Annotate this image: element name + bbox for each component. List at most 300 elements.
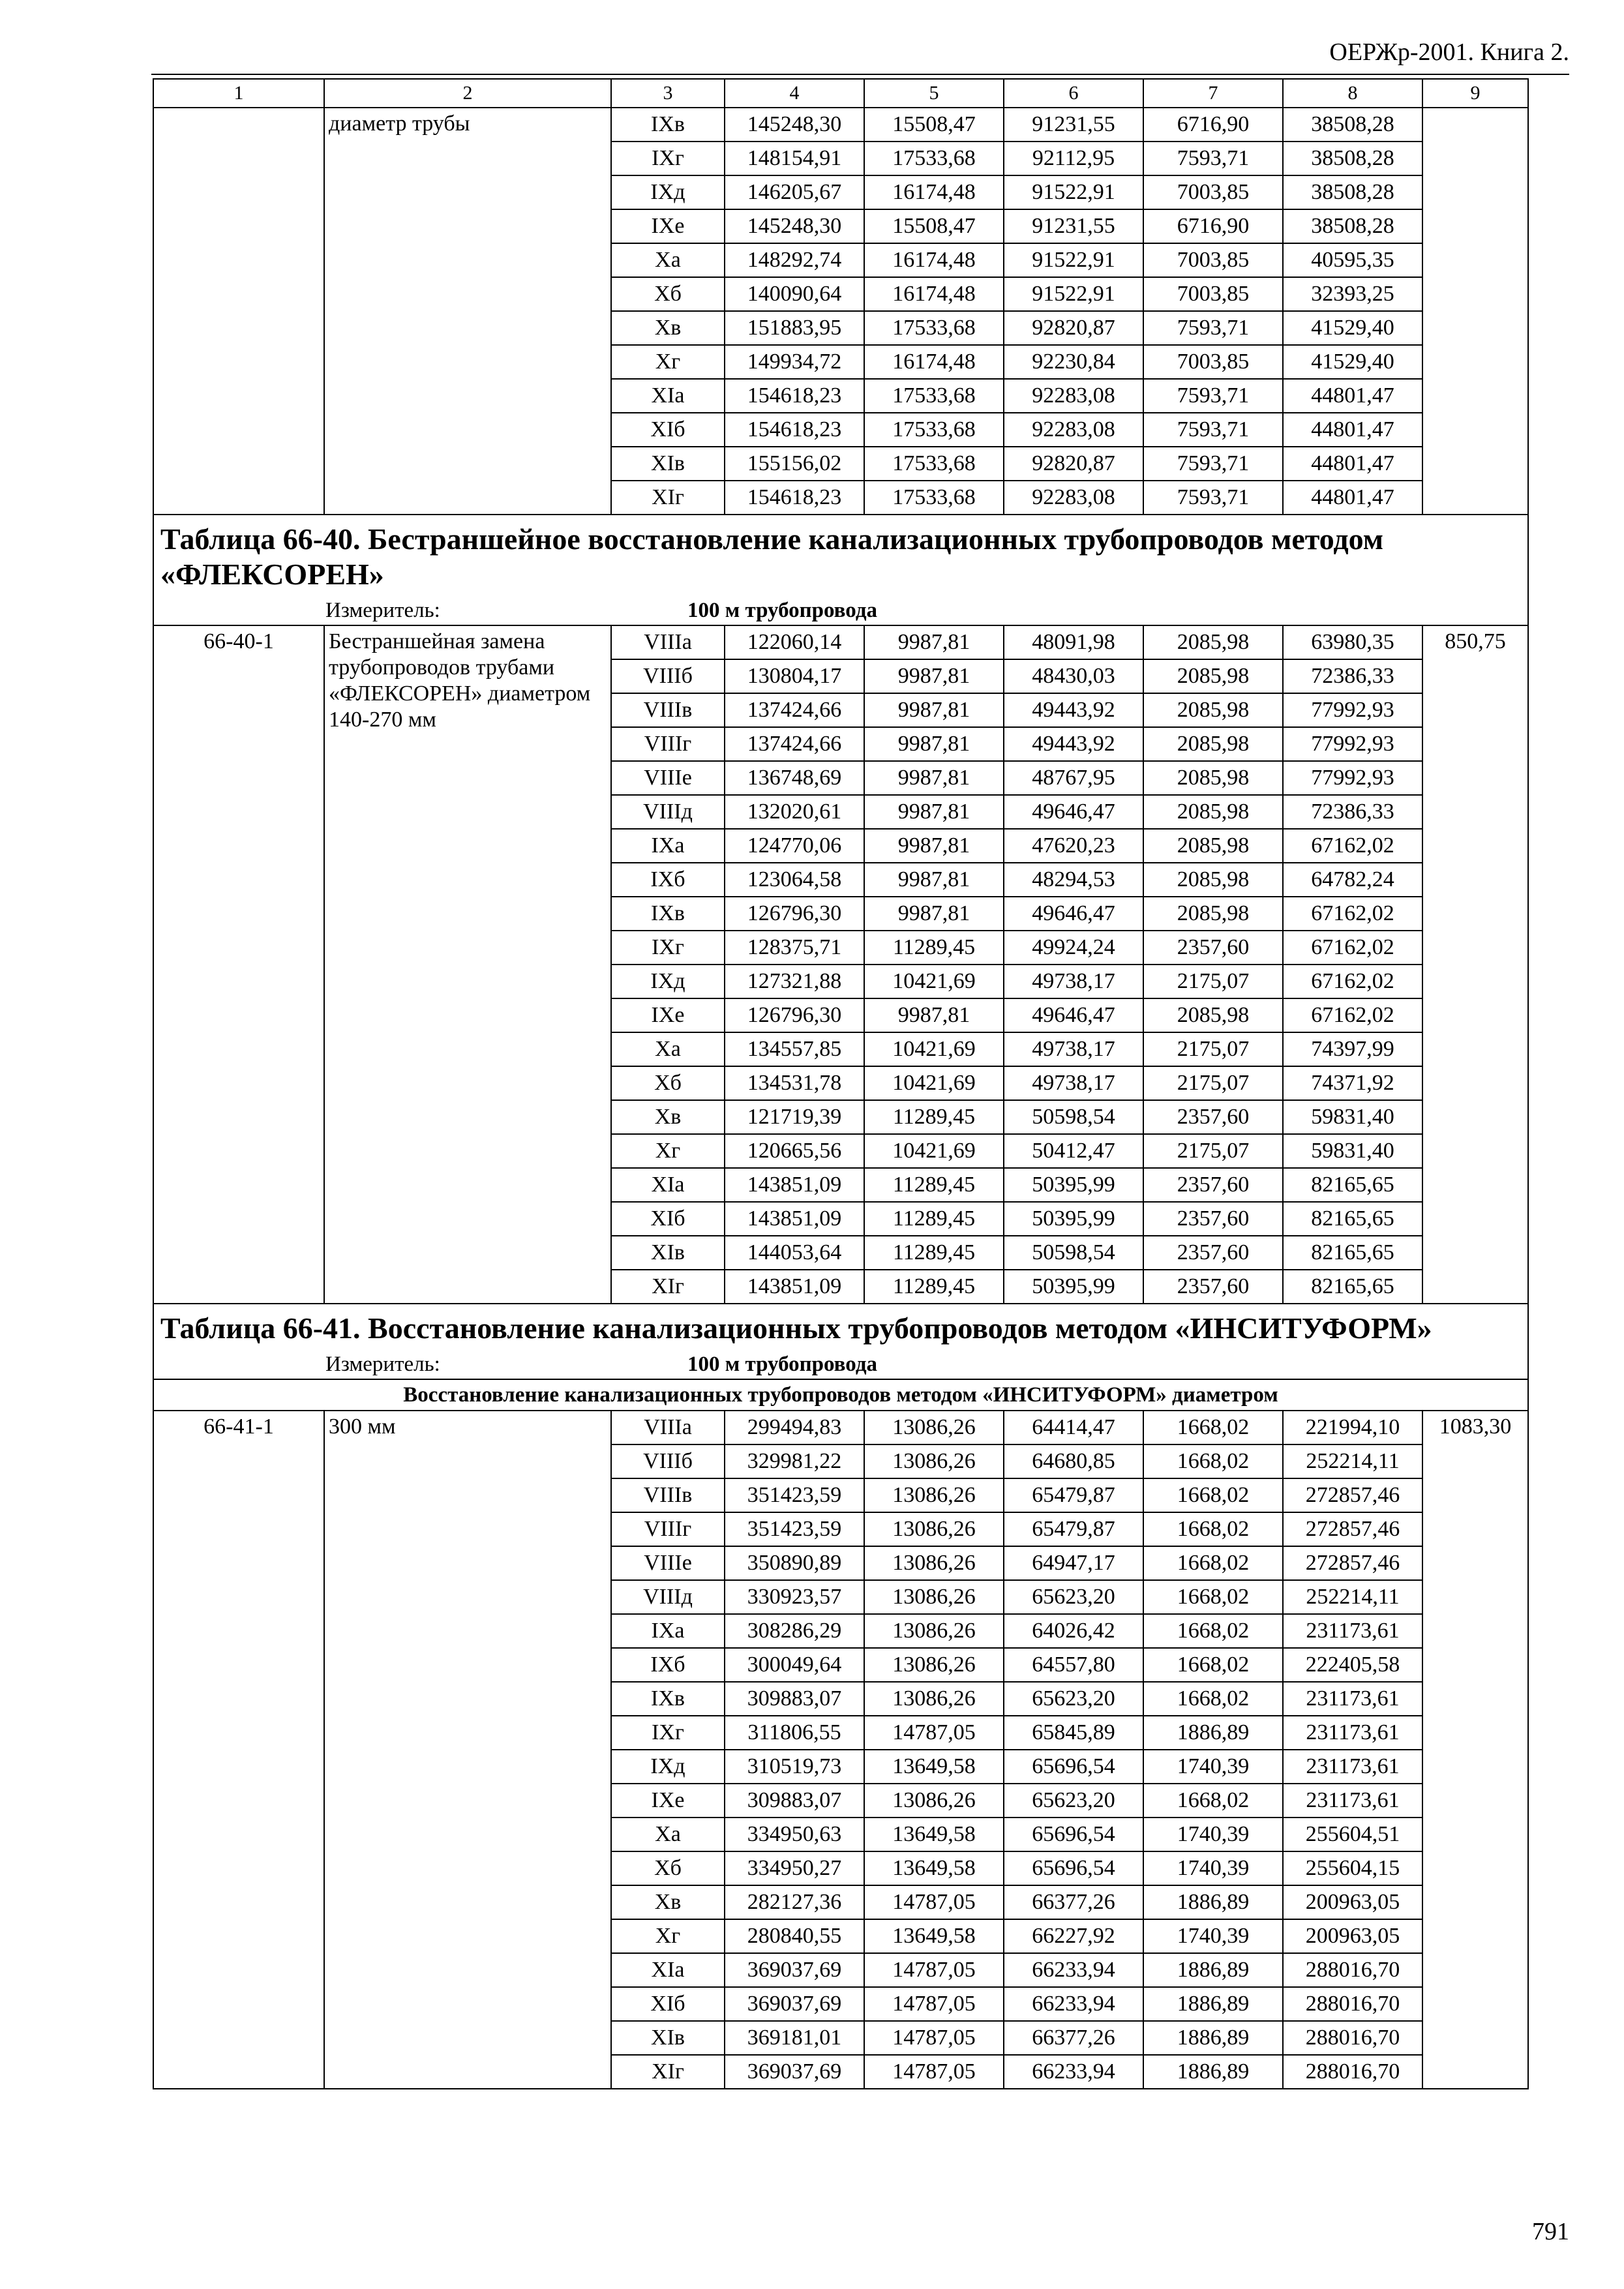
value-cell: 136748,69 — [725, 761, 864, 795]
zone-cell: Xа — [611, 1032, 725, 1066]
value-cell: 63980,35 — [1283, 625, 1422, 659]
value-cell: 14787,05 — [864, 1716, 1004, 1750]
value-cell: 13086,26 — [864, 1478, 1004, 1512]
zone-cell: VIIIа — [611, 625, 725, 659]
value-cell: 44801,47 — [1283, 447, 1422, 481]
zone-cell: IXд — [611, 1750, 725, 1784]
zone-cell: VIIIд — [611, 1580, 725, 1614]
table-row — [153, 108, 1528, 142]
value-cell: 146205,67 — [725, 175, 864, 209]
rate-description: диаметр трубы — [324, 108, 611, 515]
value-cell: 369181,01 — [725, 2021, 864, 2055]
value-cell: 17533,68 — [864, 447, 1004, 481]
value-cell: 124770,06 — [725, 829, 864, 863]
value-cell: 77992,93 — [1283, 727, 1422, 761]
zone-cell: IXв — [611, 1682, 725, 1716]
value-cell: 14787,05 — [864, 2021, 1004, 2055]
zone-cell: Xб — [611, 277, 725, 311]
measure-indent — [154, 1351, 325, 1377]
zone-cell: IXд — [611, 965, 725, 998]
zone-cell: VIIIд — [611, 795, 725, 829]
rate-code: 66-40-1 — [153, 625, 324, 1304]
running-header: ОЕРЖр-2001. Книга 2. — [1329, 38, 1569, 66]
value-cell: 1668,02 — [1143, 1580, 1283, 1614]
value-cell: 10421,69 — [864, 1134, 1004, 1168]
value-cell: 13649,58 — [864, 1818, 1004, 1851]
value-cell: 288016,70 — [1283, 2055, 1422, 2089]
measure-line — [154, 597, 1527, 623]
value-cell: 48767,95 — [1004, 761, 1143, 795]
table-title: Таблица 66-41. Восстановление канализационных трубопроводов методом «ИНСИТУФОРМ» — [153, 1304, 1528, 1350]
value-cell: 1886,89 — [1143, 1953, 1283, 1987]
value-cell: 13649,58 — [864, 1919, 1004, 1953]
zone-cell: IXд — [611, 175, 725, 209]
value-cell: 154618,23 — [725, 481, 864, 515]
value-cell: 2357,60 — [1143, 1100, 1283, 1134]
column-number: 6 — [1004, 79, 1143, 108]
rate-code — [153, 108, 324, 515]
value-cell: 65696,54 — [1004, 1851, 1143, 1885]
value-cell: 14787,05 — [864, 1885, 1004, 1919]
zone-cell: Xг — [611, 345, 725, 379]
value-cell: 7003,85 — [1143, 345, 1283, 379]
value-cell: 91522,91 — [1004, 243, 1143, 277]
value-cell: 334950,27 — [725, 1851, 864, 1885]
value-cell: 272857,46 — [1283, 1546, 1422, 1580]
value-cell: 310519,73 — [725, 1750, 864, 1784]
value-cell: 82165,65 — [1283, 1202, 1422, 1236]
value-cell: 299494,83 — [725, 1411, 864, 1444]
value-cell: 11289,45 — [864, 1236, 1004, 1270]
value-cell: 2357,60 — [1143, 1236, 1283, 1270]
column-number: 1 — [153, 79, 324, 108]
zone-cell: Xа — [611, 243, 725, 277]
value-cell: 149934,72 — [725, 345, 864, 379]
rate-description: Бестраншейная замена трубопроводов трубами «ФЛЕКСОРЕН» диаметром 140-270 мм — [324, 625, 611, 1304]
value-cell: 2175,07 — [1143, 1032, 1283, 1066]
value-cell: 2357,60 — [1143, 931, 1283, 965]
value-cell: 67162,02 — [1283, 965, 1422, 998]
zone-cell: VIIIб — [611, 1444, 725, 1478]
value-cell: 66377,26 — [1004, 2021, 1143, 2055]
zone-cell: XIг — [611, 481, 725, 515]
zone-cell: IXг — [611, 1716, 725, 1750]
value-cell: 2175,07 — [1143, 965, 1283, 998]
zone-cell: XIг — [611, 1270, 725, 1304]
value-cell: 77992,93 — [1283, 761, 1422, 795]
measure-label: Измеритель: — [325, 599, 440, 622]
value-cell: 11289,45 — [864, 1100, 1004, 1134]
value-cell: 50395,99 — [1004, 1168, 1143, 1202]
value-cell: 1668,02 — [1143, 1411, 1283, 1444]
value-cell: 2357,60 — [1143, 1202, 1283, 1236]
subheader-row — [153, 1379, 1528, 1411]
zone-cell: XIв — [611, 447, 725, 481]
value-cell: 1668,02 — [1143, 1546, 1283, 1580]
value-cell: 7003,85 — [1143, 175, 1283, 209]
value-cell: 13649,58 — [864, 1750, 1004, 1784]
zone-cell: VIIIв — [611, 1478, 725, 1512]
rate-code: 66-41-1 — [153, 1411, 324, 2089]
value-cell: 1668,02 — [1143, 1648, 1283, 1682]
value-cell: 2085,98 — [1143, 829, 1283, 863]
zone-cell: IXб — [611, 1648, 725, 1682]
zone-cell: VIIIб — [611, 659, 725, 693]
zone-cell: IXе — [611, 209, 725, 243]
table-title-row — [153, 515, 1528, 596]
value-cell: 16174,48 — [864, 175, 1004, 209]
value-cell: 288016,70 — [1283, 1953, 1422, 1987]
value-cell: 252214,11 — [1283, 1580, 1422, 1614]
value-cell: 2085,98 — [1143, 727, 1283, 761]
value-cell: 15508,47 — [864, 209, 1004, 243]
value-cell: 38508,28 — [1283, 142, 1422, 175]
value-cell: 48091,98 — [1004, 625, 1143, 659]
value-cell: 66233,94 — [1004, 1987, 1143, 2021]
value-cell: 7593,71 — [1143, 311, 1283, 345]
value-cell: 1668,02 — [1143, 1512, 1283, 1546]
value-cell: 64680,85 — [1004, 1444, 1143, 1478]
measure-cell — [153, 596, 1528, 625]
value-cell: 13086,26 — [864, 1411, 1004, 1444]
value-cell: 126796,30 — [725, 897, 864, 931]
value-cell: 369037,69 — [725, 1953, 864, 1987]
value-cell: 13086,26 — [864, 1648, 1004, 1682]
value-cell: 59831,40 — [1283, 1100, 1422, 1134]
value-cell: 49738,17 — [1004, 1032, 1143, 1066]
value-cell: 231173,61 — [1283, 1614, 1422, 1648]
value-cell: 9987,81 — [864, 897, 1004, 931]
zone-cell: VIIIе — [611, 761, 725, 795]
value-cell: 334950,63 — [725, 1818, 864, 1851]
value-cell: 64026,42 — [1004, 1614, 1143, 1648]
table-title: Таблица 66-40. Бестраншейное восстановление канализационных трубопроводов методом «ФЛЕКСОРЕН» — [153, 515, 1528, 596]
value-cell: 200963,05 — [1283, 1919, 1422, 1953]
value-cell: 49924,24 — [1004, 931, 1143, 965]
value-cell: 351423,59 — [725, 1512, 864, 1546]
value-cell: 64782,24 — [1283, 863, 1422, 897]
value-cell: 288016,70 — [1283, 1987, 1422, 2021]
zone-cell: IXа — [611, 1614, 725, 1648]
value-cell: 13086,26 — [864, 1546, 1004, 1580]
value-cell: 11289,45 — [864, 1270, 1004, 1304]
value-cell: 49646,47 — [1004, 795, 1143, 829]
column-number: 9 — [1422, 79, 1528, 108]
value-cell: 9987,81 — [864, 863, 1004, 897]
value-cell: 1886,89 — [1143, 1987, 1283, 2021]
rates-sheet — [153, 78, 1527, 2089]
zone-cell: IXв — [611, 108, 725, 142]
value-cell: 13086,26 — [864, 1784, 1004, 1818]
value-cell: 17533,68 — [864, 413, 1004, 447]
value-cell: 66227,92 — [1004, 1919, 1143, 1953]
value-cell: 74371,92 — [1283, 1066, 1422, 1100]
value-cell: 10421,69 — [864, 1032, 1004, 1066]
value-cell: 128375,71 — [725, 931, 864, 965]
value-cell: 17533,68 — [864, 311, 1004, 345]
value-cell: 10421,69 — [864, 1066, 1004, 1100]
value-cell: 66233,94 — [1004, 1953, 1143, 1987]
value-cell: 65623,20 — [1004, 1784, 1143, 1818]
value-cell: 49443,92 — [1004, 693, 1143, 727]
zone-cell: XIа — [611, 1168, 725, 1202]
value-cell: 74397,99 — [1283, 1032, 1422, 1066]
value-cell: 82165,65 — [1283, 1270, 1422, 1304]
zone-cell: IXв — [611, 897, 725, 931]
value-cell: 1886,89 — [1143, 1716, 1283, 1750]
zone-cell: VIIIг — [611, 1512, 725, 1546]
value-cell: 67162,02 — [1283, 897, 1422, 931]
column-number: 2 — [324, 79, 611, 108]
value-cell: 155156,02 — [725, 447, 864, 481]
value-cell: 32393,25 — [1283, 277, 1422, 311]
zone-cell: Xв — [611, 311, 725, 345]
value-cell: 9987,81 — [864, 693, 1004, 727]
value-cell: 140090,64 — [725, 277, 864, 311]
value-cell: 40595,35 — [1283, 243, 1422, 277]
value-cell: 309883,07 — [725, 1682, 864, 1716]
value-cell: 41529,40 — [1283, 345, 1422, 379]
value-cell: 2085,98 — [1143, 659, 1283, 693]
value-cell: 13086,26 — [864, 1682, 1004, 1716]
table-title-row — [153, 1304, 1528, 1350]
value-cell: 15508,47 — [864, 108, 1004, 142]
value-cell: 64557,80 — [1004, 1648, 1143, 1682]
value-cell: 17533,68 — [864, 481, 1004, 515]
value-cell: 72386,33 — [1283, 795, 1422, 829]
value-cell: 77992,93 — [1283, 693, 1422, 727]
zone-cell: XIа — [611, 379, 725, 413]
zone-cell: Xб — [611, 1066, 725, 1100]
value-cell: 65696,54 — [1004, 1750, 1143, 1784]
value-cell: 231173,61 — [1283, 1682, 1422, 1716]
value-cell: 2085,98 — [1143, 761, 1283, 795]
value-cell: 65845,89 — [1004, 1716, 1143, 1750]
value-cell: 255604,15 — [1283, 1851, 1422, 1885]
value-cell: 92230,84 — [1004, 345, 1143, 379]
value-cell: 282127,36 — [725, 1885, 864, 1919]
zone-cell: XIб — [611, 1987, 725, 2021]
value-cell: 1740,39 — [1143, 1851, 1283, 1885]
value-cell: 49443,92 — [1004, 727, 1143, 761]
value-cell: 9987,81 — [864, 625, 1004, 659]
value-cell: 330923,57 — [725, 1580, 864, 1614]
value-cell: 127321,88 — [725, 965, 864, 998]
value-cell: 64414,47 — [1004, 1411, 1143, 1444]
rates-table — [153, 78, 1529, 2089]
value-cell: 50395,99 — [1004, 1202, 1143, 1236]
measure-row — [153, 596, 1528, 625]
value-cell: 130804,17 — [725, 659, 864, 693]
value-cell: 7593,71 — [1143, 142, 1283, 175]
value-cell: 92283,08 — [1004, 413, 1143, 447]
zone-cell: Xв — [611, 1100, 725, 1134]
value-cell: 67162,02 — [1283, 998, 1422, 1032]
value-cell: 280840,55 — [725, 1919, 864, 1953]
value-cell: 67162,02 — [1283, 829, 1422, 863]
value-cell: 11289,45 — [864, 1202, 1004, 1236]
zone-cell: Xг — [611, 1134, 725, 1168]
zone-cell: VIIIг — [611, 727, 725, 761]
value-cell: 143851,09 — [725, 1168, 864, 1202]
value-cell: 91522,91 — [1004, 175, 1143, 209]
value-cell: 272857,46 — [1283, 1478, 1422, 1512]
value-cell: 369037,69 — [725, 2055, 864, 2089]
value-cell: 1668,02 — [1143, 1478, 1283, 1512]
value-cell: 1740,39 — [1143, 1818, 1283, 1851]
col9-value: 850,75 — [1422, 625, 1528, 1304]
value-cell: 9987,81 — [864, 829, 1004, 863]
value-cell: 6716,90 — [1143, 108, 1283, 142]
value-cell: 2085,98 — [1143, 998, 1283, 1032]
value-cell: 2085,98 — [1143, 795, 1283, 829]
col9-value: 1083,30 — [1422, 1411, 1528, 2089]
value-cell: 66377,26 — [1004, 1885, 1143, 1919]
value-cell: 92283,08 — [1004, 379, 1143, 413]
value-cell: 13649,58 — [864, 1851, 1004, 1885]
value-cell: 38508,28 — [1283, 108, 1422, 142]
value-cell: 7003,85 — [1143, 243, 1283, 277]
value-cell: 300049,64 — [725, 1648, 864, 1682]
zone-cell: IXе — [611, 998, 725, 1032]
value-cell: 91231,55 — [1004, 209, 1143, 243]
zone-cell: XIв — [611, 1236, 725, 1270]
value-cell: 329981,22 — [725, 1444, 864, 1478]
zone-cell: Xа — [611, 1818, 725, 1851]
value-cell: 231173,61 — [1283, 1750, 1422, 1784]
value-cell: 120665,56 — [725, 1134, 864, 1168]
value-cell: 47620,23 — [1004, 829, 1143, 863]
value-cell: 16174,48 — [864, 243, 1004, 277]
zone-cell: IXе — [611, 1784, 725, 1818]
column-number: 5 — [864, 79, 1004, 108]
column-number: 4 — [725, 79, 864, 108]
value-cell: 1886,89 — [1143, 2021, 1283, 2055]
value-cell: 17533,68 — [864, 379, 1004, 413]
value-cell: 9987,81 — [864, 659, 1004, 693]
column-number: 8 — [1283, 79, 1422, 108]
value-cell: 59831,40 — [1283, 1134, 1422, 1168]
value-cell: 65623,20 — [1004, 1682, 1143, 1716]
value-cell: 351423,59 — [725, 1478, 864, 1512]
value-cell: 144053,64 — [725, 1236, 864, 1270]
value-cell: 49646,47 — [1004, 998, 1143, 1032]
value-cell: 2085,98 — [1143, 625, 1283, 659]
value-cell: 2357,60 — [1143, 1270, 1283, 1304]
value-cell: 14787,05 — [864, 2055, 1004, 2089]
value-cell: 255604,51 — [1283, 1818, 1422, 1851]
value-cell: 9987,81 — [864, 727, 1004, 761]
zone-cell: IXг — [611, 142, 725, 175]
value-cell: 7593,71 — [1143, 447, 1283, 481]
value-cell: 126796,30 — [725, 998, 864, 1032]
zone-cell: XIа — [611, 1953, 725, 1987]
value-cell: 134557,85 — [725, 1032, 864, 1066]
zone-cell: IXа — [611, 829, 725, 863]
value-cell: 2085,98 — [1143, 863, 1283, 897]
value-cell: 272857,46 — [1283, 1512, 1422, 1546]
section-subheader: Восстановление канализационных трубопроводов методом «ИНСИТУФОРМ» диаметром — [153, 1379, 1528, 1411]
value-cell: 134531,78 — [725, 1066, 864, 1100]
value-cell: 231173,61 — [1283, 1716, 1422, 1750]
value-cell: 44801,47 — [1283, 413, 1422, 447]
value-cell: 137424,66 — [725, 727, 864, 761]
measure-label: Измеритель: — [325, 1353, 440, 1376]
value-cell: 13086,26 — [864, 1512, 1004, 1546]
value-cell: 132020,61 — [725, 795, 864, 829]
zone-cell: XIб — [611, 413, 725, 447]
value-cell: 92820,87 — [1004, 311, 1143, 345]
measure-line — [154, 1351, 1527, 1377]
value-cell: 123064,58 — [725, 863, 864, 897]
value-cell: 13086,26 — [864, 1444, 1004, 1478]
value-cell: 49738,17 — [1004, 1066, 1143, 1100]
value-cell: 1668,02 — [1143, 1682, 1283, 1716]
value-cell: 9987,81 — [864, 795, 1004, 829]
header-rule — [151, 74, 1569, 75]
value-cell: 41529,40 — [1283, 311, 1422, 345]
value-cell: 1886,89 — [1143, 2055, 1283, 2089]
value-cell: 66233,94 — [1004, 2055, 1143, 2089]
value-cell: 1668,02 — [1143, 1784, 1283, 1818]
value-cell: 311806,55 — [725, 1716, 864, 1750]
zone-cell: VIIIе — [611, 1546, 725, 1580]
zone-cell: Xб — [611, 1851, 725, 1885]
value-cell: 48430,03 — [1004, 659, 1143, 693]
value-cell: 1886,89 — [1143, 1885, 1283, 1919]
value-cell: 121719,39 — [725, 1100, 864, 1134]
zone-cell: Xв — [611, 1885, 725, 1919]
value-cell: 50598,54 — [1004, 1236, 1143, 1270]
value-cell: 92112,95 — [1004, 142, 1143, 175]
value-cell: 2085,98 — [1143, 693, 1283, 727]
value-cell: 13086,26 — [864, 1614, 1004, 1648]
value-cell: 148292,74 — [725, 243, 864, 277]
value-cell: 252214,11 — [1283, 1444, 1422, 1478]
value-cell: 122060,14 — [725, 625, 864, 659]
value-cell: 154618,23 — [725, 379, 864, 413]
value-cell: 7003,85 — [1143, 277, 1283, 311]
zone-cell: IXб — [611, 863, 725, 897]
value-cell: 7593,71 — [1143, 379, 1283, 413]
value-cell: 154618,23 — [725, 413, 864, 447]
value-cell: 143851,09 — [725, 1202, 864, 1236]
value-cell: 11289,45 — [864, 931, 1004, 965]
value-cell: 10421,69 — [864, 965, 1004, 998]
value-cell: 49646,47 — [1004, 897, 1143, 931]
zone-cell: IXг — [611, 931, 725, 965]
value-cell: 14787,05 — [864, 1987, 1004, 2021]
value-cell: 92283,08 — [1004, 481, 1143, 515]
value-cell: 1668,02 — [1143, 1444, 1283, 1478]
rate-description: 300 мм — [324, 1411, 611, 2089]
value-cell: 1740,39 — [1143, 1750, 1283, 1784]
measure-value: 100 м трубопровода — [687, 599, 878, 622]
value-cell: 308286,29 — [725, 1614, 864, 1648]
value-cell: 137424,66 — [725, 693, 864, 727]
value-cell: 2175,07 — [1143, 1134, 1283, 1168]
value-cell: 145248,30 — [725, 108, 864, 142]
value-cell: 148154,91 — [725, 142, 864, 175]
column-header-row — [153, 79, 1528, 108]
value-cell: 72386,33 — [1283, 659, 1422, 693]
zone-cell: XIг — [611, 2055, 725, 2089]
value-cell: 38508,28 — [1283, 175, 1422, 209]
value-cell: 6716,90 — [1143, 209, 1283, 243]
value-cell: 9987,81 — [864, 761, 1004, 795]
value-cell: 38508,28 — [1283, 209, 1422, 243]
value-cell: 16174,48 — [864, 277, 1004, 311]
